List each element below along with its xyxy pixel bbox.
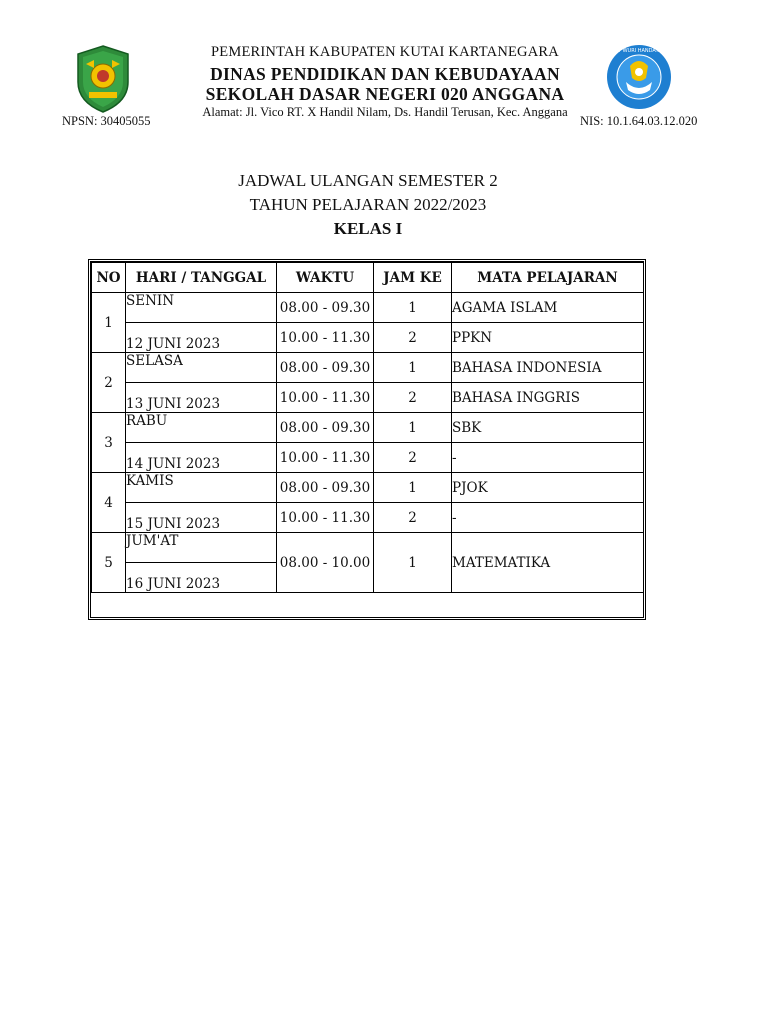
row-date: 14 JUNI 2023: [126, 443, 277, 473]
schedule-academic-year: TAHUN PELAJARAN 2022/2023: [249, 195, 487, 214]
row-period: 1: [374, 533, 452, 593]
row-period: 2: [374, 323, 452, 353]
schedule-class: KELAS I: [333, 219, 403, 238]
row-subject: PJOK: [452, 473, 644, 503]
schedule-title: JADWAL ULANGAN SEMESTER 2: [238, 171, 498, 190]
row-date: 15 JUNI 2023: [126, 503, 277, 533]
row-day: KAMIS: [126, 473, 277, 503]
row-period: 1: [374, 473, 452, 503]
tut-wuri-handayani-logo: [606, 42, 672, 112]
header-period: JAM KE: [374, 263, 452, 293]
header-subject: MATA PELAJARAN: [452, 263, 644, 293]
row-date: 13 JUNI 2023: [126, 383, 277, 413]
table-row: [92, 383, 644, 413]
row-no: 5: [92, 533, 126, 593]
npsn-label: NPSN: 30405055: [62, 114, 151, 128]
row-subject: MATEMATIKA: [452, 533, 644, 593]
table-row: [92, 293, 644, 323]
row-subject: BAHASA INDONESIA: [452, 353, 644, 383]
logo-right-text: TUT WURI HANDAYANI: [611, 48, 667, 54]
row-no: 3: [92, 413, 126, 473]
header-no: NO: [92, 263, 126, 293]
row-no: 4: [92, 473, 126, 533]
table-row: [92, 533, 644, 563]
header-address: Alamat: Jl. Vico RT. X Handil Nilam, Ds. Handil Terusan, Kec. Anggana: [202, 105, 568, 119]
table-row: [92, 323, 644, 353]
header-government: PEMERINTAH KABUPATEN KUTAI KARTANEGARA: [211, 44, 559, 60]
row-time: 08.00 - 09.30: [277, 413, 374, 443]
row-time: 08.00 - 10.00: [277, 533, 374, 593]
table-row: [92, 473, 644, 503]
row-day: SELASA: [126, 353, 277, 383]
row-time: 10.00 - 11.30: [277, 323, 374, 353]
row-subject: -: [452, 443, 644, 473]
row-date: 12 JUNI 2023: [126, 323, 277, 353]
row-no: 1: [92, 293, 126, 353]
row-period: 1: [374, 293, 452, 323]
table-row: [92, 503, 644, 533]
row-subject: AGAMA ISLAM: [452, 293, 644, 323]
table-header-row: [92, 263, 644, 293]
row-day: RABU: [126, 413, 277, 443]
row-period: 2: [374, 443, 452, 473]
row-time: 08.00 - 09.30: [277, 293, 374, 323]
row-period: 2: [374, 503, 452, 533]
row-time: 10.00 - 11.30: [277, 503, 374, 533]
row-subject: BAHASA INGGRIS: [452, 383, 644, 413]
row-time: 08.00 - 09.30: [277, 353, 374, 383]
row-day: SENIN: [126, 293, 277, 323]
header-school-name: SEKOLAH DASAR NEGERI 020 ANGGANA: [205, 84, 565, 104]
row-day: JUM'AT: [126, 533, 277, 563]
row-no: 2: [92, 353, 126, 413]
row-subject: -: [452, 503, 644, 533]
header-department: DINAS PENDIDIKAN DAN KEBUDAYAAN: [210, 64, 560, 84]
header-time: WAKTU: [277, 263, 374, 293]
row-time: 10.00 - 11.30: [277, 383, 374, 413]
row-time: 08.00 - 09.30: [277, 473, 374, 503]
row-subject: PPKN: [452, 323, 644, 353]
nis-label: NIS: 10.1.64.03.12.020: [580, 114, 698, 128]
header-day-date: HARI / TANGGAL: [126, 263, 277, 293]
table-row: [92, 443, 644, 473]
table-row: [92, 353, 644, 383]
row-date: 16 JUNI 2023: [126, 563, 277, 593]
table-row: [92, 413, 644, 443]
kutai-kartanegara-crest-logo: [74, 44, 132, 114]
exam-schedule-table: [91, 262, 644, 593]
row-period: 2: [374, 383, 452, 413]
row-subject: SBK: [452, 413, 644, 443]
row-period: 1: [374, 353, 452, 383]
row-time: 10.00 - 11.30: [277, 443, 374, 473]
row-period: 1: [374, 413, 452, 443]
